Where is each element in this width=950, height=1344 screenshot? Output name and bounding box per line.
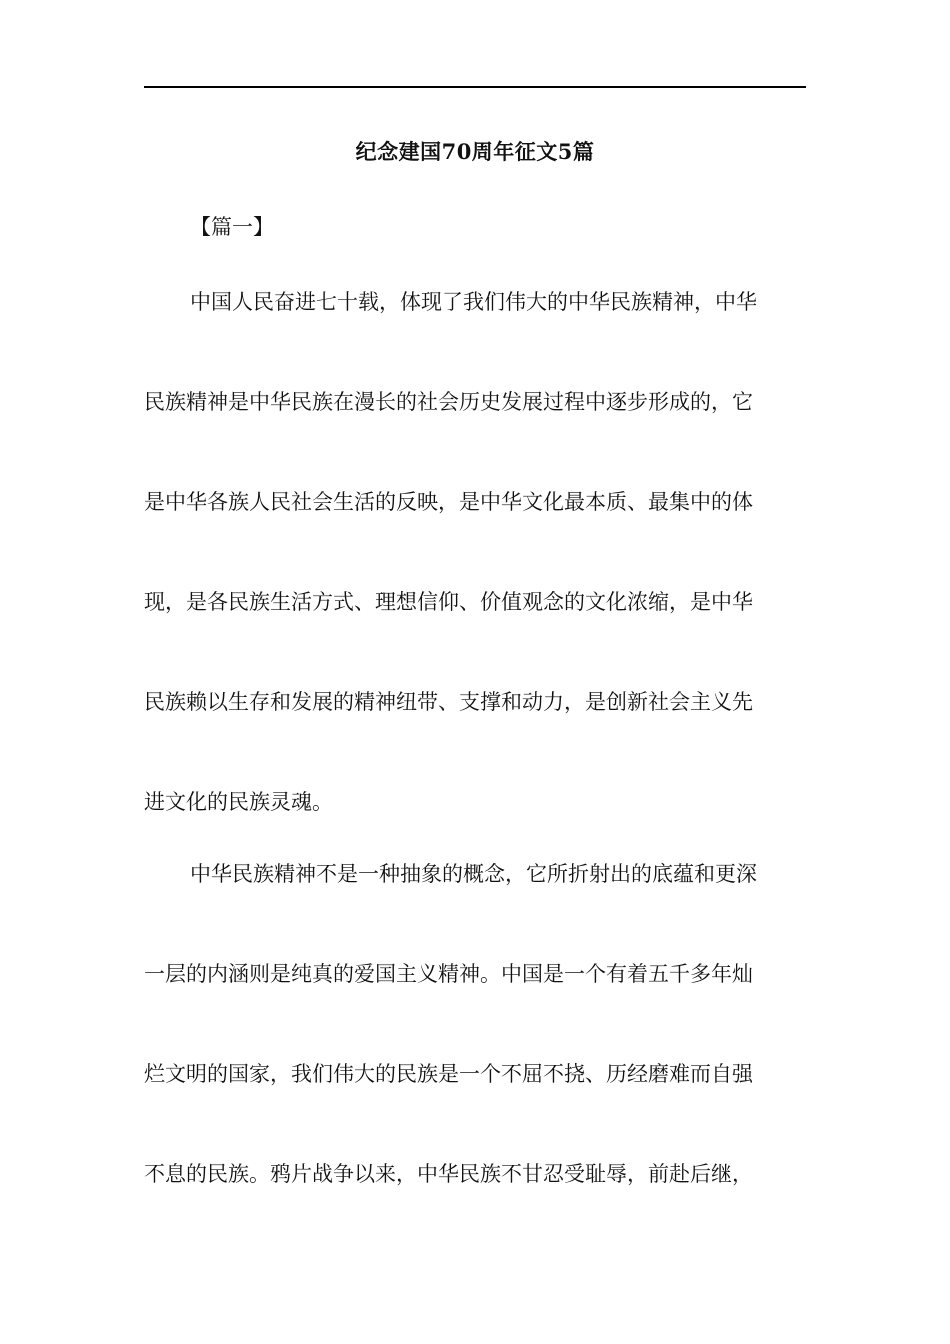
paragraph-line: 现，是各民族生活方式、理想信仰、价值观念的文化浓缩，是中华 bbox=[144, 590, 753, 614]
paragraph-line: 不息的民族。鸦片战争以来，中华民族不甘忍受耻辱，前赴后继， bbox=[144, 1162, 753, 1186]
paragraph-line: 中华民族精神不是一种抽象的概念，它所折射出的底蕴和更深 bbox=[190, 862, 757, 886]
paragraph-line: 一层的内涵则是纯真的爱国主义精神。中国是一个有着五千多年灿 bbox=[144, 962, 753, 986]
header-rule bbox=[144, 86, 806, 88]
paragraph-line: 民族精神是中华民族在漫长的社会历史发展过程中逐步形成的，它 bbox=[144, 390, 753, 414]
paragraph-line: 中国人民奋进七十载，体现了我们伟大的中华民族精神，中华 bbox=[190, 290, 757, 314]
paragraph-line: 是中华各族人民社会生活的反映，是中华文化最本质、最集中的体 bbox=[144, 490, 753, 514]
paragraph-line: 民族赖以生存和发展的精神纽带、支撑和动力，是创新社会主义先 bbox=[144, 690, 753, 714]
document-title: 纪念建国70周年征文5篇 bbox=[355, 139, 595, 164]
paragraph-line: 烂文明的国家，我们伟大的民族是一个不屈不挠、历经磨难而自强 bbox=[144, 1062, 753, 1086]
section-label: 【篇一】 bbox=[190, 215, 274, 239]
paragraph-line: 进文化的民族灵魂。 bbox=[144, 790, 333, 814]
